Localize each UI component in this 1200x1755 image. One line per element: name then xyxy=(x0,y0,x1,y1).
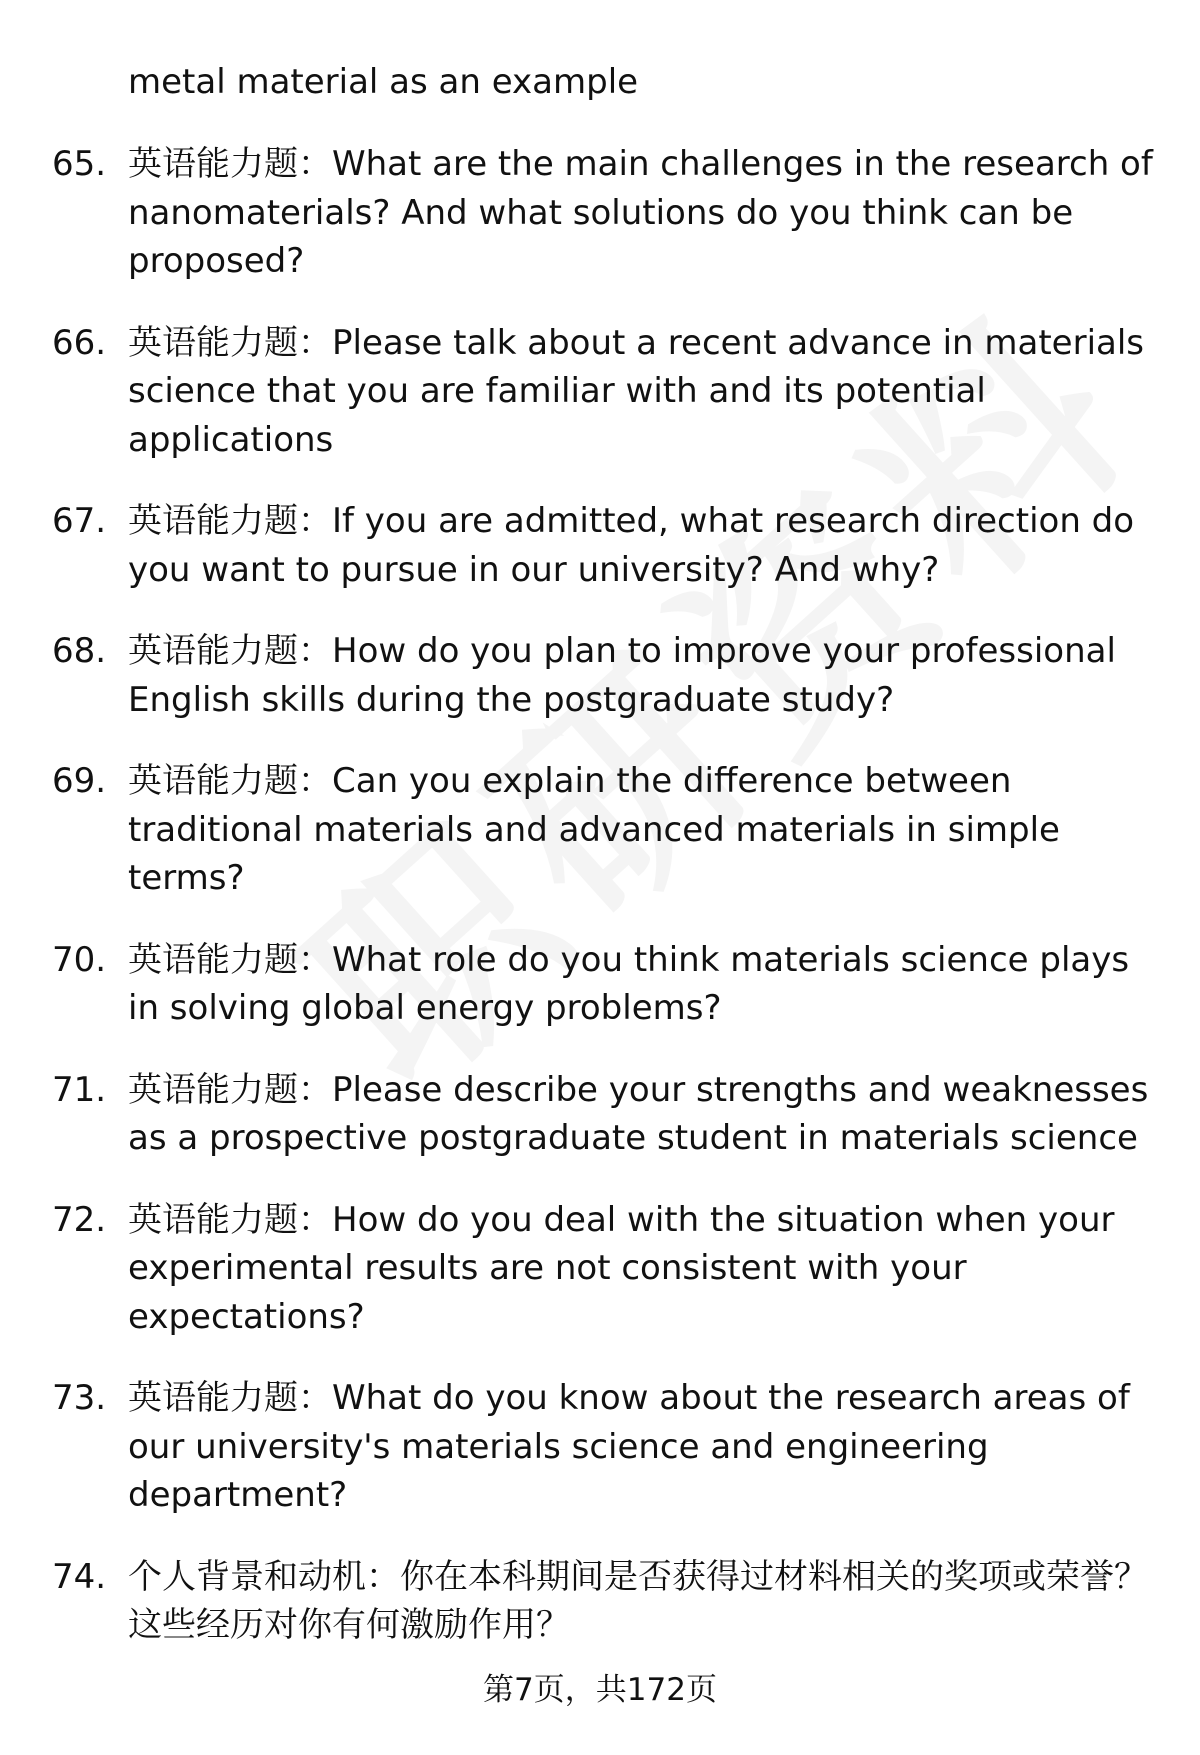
question-text: What are the main challenges in the research of nanomaterials? And what solutions do you think can be proposed? xyxy=(128,144,1153,281)
question-number: 65. xyxy=(52,144,107,184)
question-text: What role do you think materials science plays in solving global energy problems? xyxy=(128,939,1130,1028)
question-category: 英语能力题： xyxy=(128,1069,332,1110)
question-item xyxy=(0,1066,1158,1163)
question-text: How do you plan to improve your professional English skills during the postgraduate study? xyxy=(128,631,1116,720)
question-number: 68. xyxy=(52,631,107,671)
question-category: 英语能力题： xyxy=(128,322,332,363)
question-text: Please describe your strengths and weaknesses as a prospective postgraduate student in materials science xyxy=(128,1069,1149,1158)
question-number: 69. xyxy=(52,761,107,801)
question-category: 英语能力题： xyxy=(128,761,332,801)
question-item xyxy=(0,627,1158,724)
question-item xyxy=(0,1374,1158,1520)
question-number: 72. xyxy=(52,1199,107,1240)
question-text: What do you know about the research areas of our university's materials science and engineering department? xyxy=(128,1378,1130,1515)
question-category: 英语能力题： xyxy=(128,144,332,184)
question-item xyxy=(0,1196,1158,1342)
question-category: 英语能力题： xyxy=(128,631,332,671)
question-number: 66. xyxy=(52,322,107,363)
continuation-text: metal material as an example xyxy=(128,62,639,102)
question-text: If you are admitted, what research direction do you want to pursue in our university? And why? xyxy=(128,501,1135,590)
question-text: Can you explain the difference between traditional materials and advanced materials in simple terms? xyxy=(128,761,1060,898)
question-item xyxy=(0,497,1158,594)
question-item xyxy=(0,936,1158,1033)
question-item xyxy=(0,757,1158,903)
question-category: 英语能力题： xyxy=(128,939,332,980)
question-category: 英语能力题： xyxy=(128,1378,332,1418)
question-category: 英语能力题： xyxy=(128,1199,332,1240)
question-category: 英语能力题： xyxy=(128,501,332,541)
question-text: 你在本科期间是否获得过材料相关的奖项或荣誉？这些经历对你有何激励作用？ xyxy=(128,1556,1148,1645)
question-number: 73. xyxy=(52,1378,107,1418)
question-number: 74. xyxy=(52,1556,107,1597)
question-item xyxy=(0,1553,1158,1650)
question-number: 70. xyxy=(52,939,107,980)
question-number: 67. xyxy=(52,501,107,541)
question-category: 个人背景和动机： xyxy=(128,1556,400,1597)
question-item xyxy=(0,319,1158,465)
question-text: How do you deal with the situation when your experimental results are not consistent with your expectations? xyxy=(128,1199,1115,1337)
question-item xyxy=(0,140,1158,286)
question-list xyxy=(0,140,1200,1683)
question-number: 71. xyxy=(52,1069,107,1110)
page-footer: 第7页，共172页 xyxy=(483,1672,717,1708)
question-text: Please talk about a recent advance in materials science that you are familiar with and its potential applications xyxy=(128,322,1145,460)
